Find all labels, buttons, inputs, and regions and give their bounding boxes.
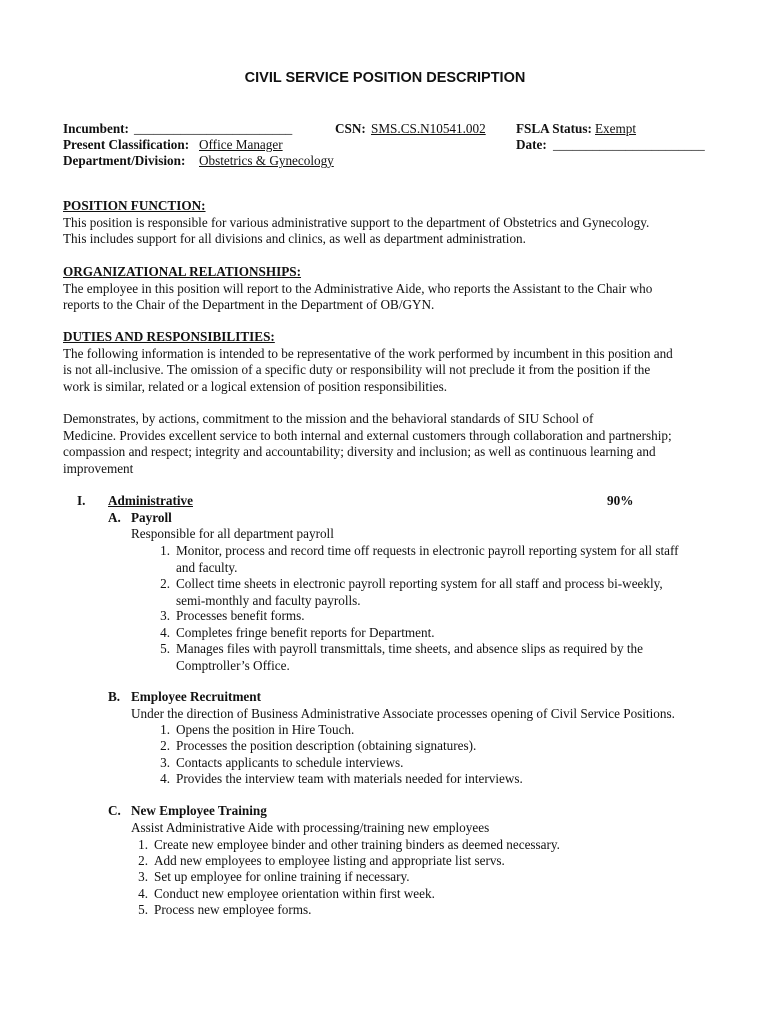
org-relationships-line: reports to the Chair of the Department in the Department of OB/GYN.	[63, 297, 435, 313]
list-item: 2. Processes the position description (obtaining signatures).	[160, 738, 477, 753]
position-function-section	[63, 198, 713, 248]
section-percent: 90%	[607, 493, 634, 508]
duties-section	[63, 329, 713, 395]
document-title: CIVIL SERVICE POSITION DESCRIPTION	[244, 70, 526, 86]
duties-heading: DUTIES AND RESPONSIBILITIES:	[63, 329, 275, 344]
list-item: 3. Set up employee for online training if necessary.	[138, 869, 410, 884]
department-value: Obstetrics & Gynecology	[199, 153, 334, 168]
classification-value: Office Manager	[199, 137, 283, 152]
list-item: 4. Completes fringe benefit reports for Department.	[160, 625, 435, 640]
recruitment-intro: Under the direction of Business Administrative Associate processes opening of Civil Service Positions.	[131, 706, 675, 721]
recruitment-letter: B.	[108, 689, 121, 704]
payroll-letter: A.	[108, 510, 121, 525]
section-numeral: I.	[77, 493, 86, 508]
list-item: 1. Opens the position in Hire Touch.	[160, 722, 355, 737]
org-relationships-heading: ORGANIZATIONAL RELATIONSHIPS:	[63, 264, 302, 279]
payroll-title: Payroll	[131, 510, 172, 525]
list-item: 5. Process new employee forms.	[138, 902, 312, 917]
mission-line: compassion and respect; integrity and accountability; diversity and inclusion; as well as continuous learning and	[63, 444, 656, 460]
list-item: 4. Provides the interview team with materials needed for interviews.	[160, 771, 523, 786]
list-item: 3. Contacts applicants to schedule interviews.	[160, 755, 404, 770]
incumbent-label: Incumbent:	[63, 121, 129, 136]
recruitment-title: Employee Recruitment	[131, 689, 262, 704]
csn-value: SMS.CS.N10541.002	[371, 121, 486, 136]
fsla-label: FSLA Status:	[516, 121, 592, 136]
duties-line: is not all-inclusive. The omission of a specific duty or responsibility will not preclude it from the position if the	[63, 362, 651, 378]
training-letter: C.	[108, 803, 121, 818]
section-title: Administrative	[108, 493, 193, 508]
org-relationships-section	[63, 264, 713, 314]
list-item: 3. Processes benefit forms.	[160, 608, 305, 623]
duties-line: The following information is intended to be representative of the work performed by incumbent in this position and	[63, 345, 673, 361]
incumbent-value: ________________________	[134, 121, 293, 136]
list-item: 2. Collect time sheets in electronic payroll reporting system for all staff and process bi-weekly, semi-monthly and faculty payrolls.	[160, 576, 663, 608]
position-function-line: This position is responsible for various administrative support to the department of Obstetrics and Gynecology.	[63, 214, 650, 230]
date-label: Date:	[516, 137, 547, 152]
position-function-heading: POSITION FUNCTION:	[63, 198, 206, 213]
department-label: Department/Division:	[63, 153, 186, 168]
list-item: 5. Manages files with payroll transmittals, time sheets, and absence slips as required by the Comptroller’s Office.	[160, 641, 643, 673]
training-intro: Assist Administrative Aide with processing/training new employees	[131, 820, 490, 835]
classification-label: Present Classification:	[63, 137, 190, 152]
duties-line: work is similar, related or a logical extension of position responsibilities.	[63, 378, 448, 394]
list-item: 1. Create new employee binder and other training binders as deemed necessary.	[138, 837, 560, 852]
list-item: 1. Monitor, process and record time off requests in electronic payroll reporting system for all staff and faculty.	[160, 543, 679, 575]
mission-line: improvement	[63, 460, 134, 476]
mission-paragraph	[63, 411, 713, 477]
training-title: New Employee Training	[131, 803, 267, 818]
position-function-line: This includes support for all divisions and clinics, as well as department administration.	[63, 231, 526, 247]
payroll-intro: Responsible for all department payroll	[131, 526, 334, 541]
fsla-value: Exempt	[595, 121, 637, 136]
org-relationships-line: The employee in this position will report to the Administrative Aide, who reports the Assistant to the Chair who	[63, 280, 653, 296]
csn-label: CSN:	[335, 121, 366, 136]
list-item: 4. Conduct new employee orientation within first week.	[138, 886, 435, 901]
list-item: 2. Add new employees to employee listing and appropriate list servs.	[138, 853, 505, 868]
date-value: _______________________	[553, 137, 705, 152]
mission-line: Demonstrates, by actions, commitment to the mission and the behavioral standards of SIU School of	[63, 411, 594, 426]
mission-line: Medicine. Provides excellent service to both internal and external customers through collaboration and partnership;	[63, 427, 672, 443]
